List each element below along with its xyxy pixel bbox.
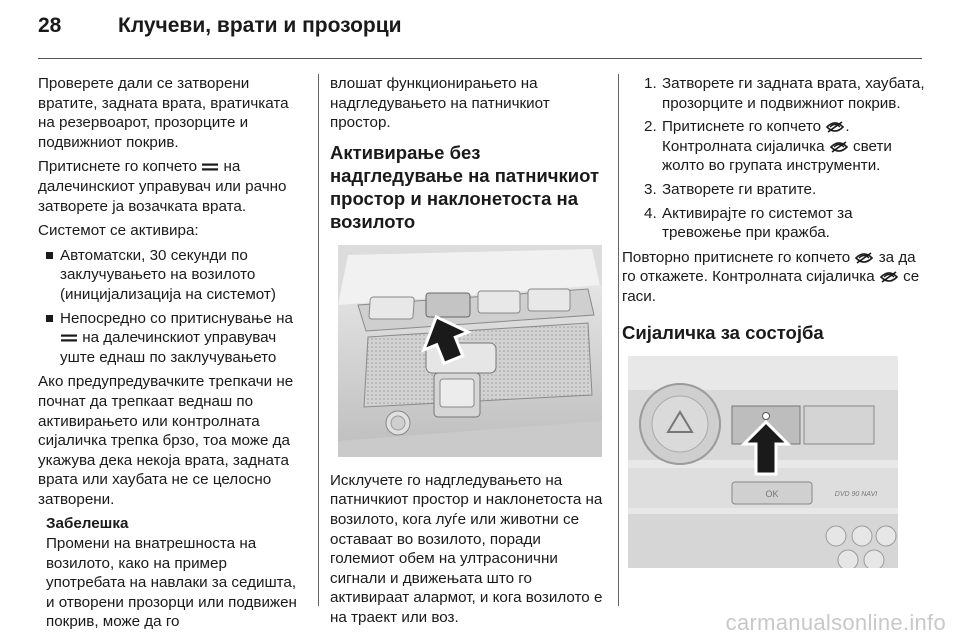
column-2	[330, 74, 606, 633]
paragraph-cancel: Повторно притиснете го копчето за да го откажете. Контролната сијаличка се гаси.	[622, 248, 920, 305]
list-item: 2. Притиснете го копчето . Контролната сијаличка свети жолто во групата инструменти.	[644, 118, 892, 175]
ok-button-label: OK	[765, 488, 779, 499]
bullet-icon	[46, 315, 53, 322]
header-rule	[38, 58, 922, 59]
interior-monitor-icon	[825, 121, 845, 133]
lock-button-icon	[60, 333, 78, 343]
interior-monitor-icon	[829, 141, 849, 153]
column-1	[38, 74, 306, 632]
paragraph-warning-lights: Ако предупредувачките трепкачи не почнат да трепкаат веднаш по активирањето или контролната сијаличка трепка брзо, тоа може да укажува дека некоја врата, задната врата или хаубата не се целосно затворени.	[38, 373, 294, 508]
lock-button-icon	[201, 162, 219, 172]
watermark: carmanualsonline.info	[725, 610, 946, 635]
figure-roof-console	[338, 245, 602, 457]
section-heading-activation: Активирање без надгледување на патничкиот простор и наклонетоста на возилото	[330, 141, 600, 232]
page-number: 28	[38, 14, 62, 37]
column-divider	[318, 74, 319, 606]
dvd-navi-label: DVD 90 NAVI	[834, 490, 878, 498]
section-heading-status-light: Сијаличка за состојба	[622, 321, 824, 343]
list-item: 4. Активирајте го системот за тревожење при кражба.	[644, 204, 853, 242]
list-item: Автоматски, 30 секунди по заклучувањето на возилото (иницијализација на системот)	[38, 246, 306, 305]
list-item: 3. Затворете ги вратите.	[644, 180, 817, 198]
list-item: 1. Затворете ги задната врата, хаубата, прозорците и подвижниот покрив.	[644, 75, 925, 112]
dashboard-illustration	[628, 356, 898, 568]
note-text: Промени на внатрешноста на возилото, како на пример употребата на навлаки за седишта, и отворени прозорци или подвижен покрив, може да го	[46, 535, 297, 631]
roof-console-illustration	[338, 245, 602, 457]
bullet-icon	[46, 252, 53, 259]
activation-list	[38, 246, 306, 368]
paragraph-check-doors: Проверете дали се затворени вратите, задната врата, вратичката на резервоарот, прозорците и подвижниот покрив.	[38, 75, 289, 151]
paragraph-system-activates: Системот се активира:	[38, 222, 199, 240]
note-title: Забелешка	[46, 515, 129, 533]
steps-list	[622, 74, 926, 243]
column-3	[622, 74, 926, 568]
page-title: Клучеви, врати и прозорци	[118, 14, 402, 37]
interior-monitor-icon	[879, 271, 899, 283]
note-box	[38, 514, 306, 632]
paragraph-press-button: Притиснете го копчето на далечинскиот управувач или рачно затворете ја возачката врата.	[38, 158, 287, 215]
list-item: Непосредно со притиснување на на далечинскиот управувач уште еднаш по заклучувањето	[38, 309, 306, 368]
column-divider	[618, 74, 619, 606]
page-header	[38, 14, 922, 50]
interior-monitor-icon	[854, 252, 874, 264]
paragraph-disable-monitoring: Исклучете го надгледувањето на патничкиот простор и наклонетоста на возилото, кога луѓе или животни се оставаат во возилото, поради големиот обем на ултрасонични сигнали и движењата што го активираат алармот, и кога возилото е на траект или воз.	[330, 471, 603, 626]
paragraph-continued: влошат функционирањето на надгледувањето на патничкиот простор.	[330, 75, 550, 132]
figure-dashboard-buttons	[628, 356, 898, 568]
